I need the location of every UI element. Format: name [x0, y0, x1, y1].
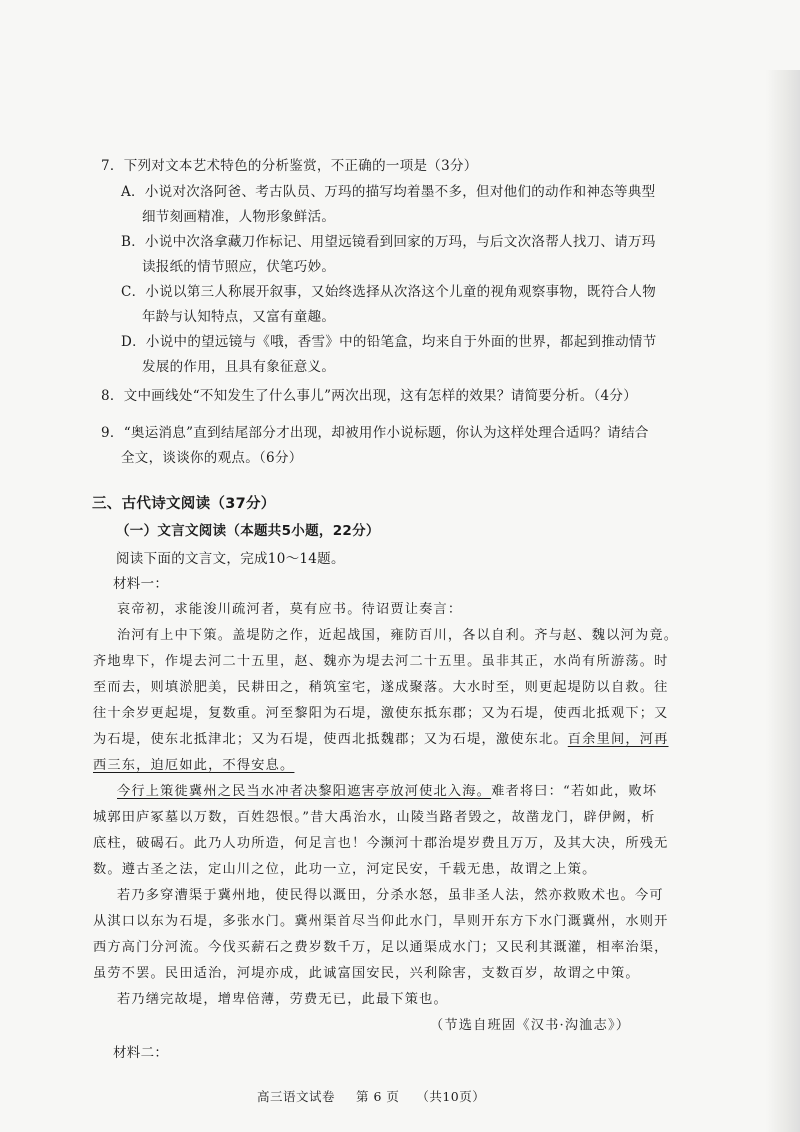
- question-7-option-a-cont: 细节刻画精准，人物形象鲜活。: [142, 209, 336, 225]
- passage-text: 为石堤，使东北抵津北；又为石堤，使西北抵魏郡；又为石堤，激使东北。: [93, 732, 568, 747]
- passage-line: 底柱，破碣石。此乃人功所造，何足言也！今濒河十郡治堤岁费且万万，及其大决，所残无: [93, 836, 669, 851]
- footer-exam-title: 高三语文试卷: [257, 1089, 336, 1104]
- passage-line: 虽劳不罢。民田适治，河堤亦成，此诚富国安民，兴利除害，支数百岁，故谓之中策。: [93, 966, 640, 981]
- question-7-option-b-cont: 读报纸的情节照应，伏笔巧妙。: [142, 259, 336, 275]
- passage-line: [117, 782, 657, 802]
- section-3-subtitle: （一）文言文阅读（本题共5小题，22分）: [116, 523, 380, 539]
- material-1-label: 材料一：: [113, 576, 169, 592]
- question-7-option-a: A．小说对次洛阿爸、考古队员、万玛的描写均着墨不多，但对他们的动作和神态等典型: [121, 184, 656, 200]
- question-9-cont: 全文，谈谈你的观点。（6分）: [121, 450, 303, 466]
- passage-line: 城郭田庐冢墓以万数，百姓怨恨。”昔大禹治水，山陵当路者毁之，故凿龙门，辟伊阙，析: [93, 810, 656, 825]
- passage-line: 若乃缮完故堤，增卑倍薄，劳费无已，此最下策也。: [117, 992, 448, 1007]
- passage-line: 哀帝初，求能浚川疏河者，莫有应书。待诏贾让奏言：: [117, 602, 463, 617]
- passage-line: 数。遵古圣之法，定山川之位，此功一立，河定民安，千载无患，故谓之上策。: [93, 862, 597, 877]
- passage-line: [93, 730, 669, 750]
- question-7-option-d-cont: 发展的作用，且具有象征意义。: [142, 359, 336, 375]
- passage-line: 往十余岁更起堤，复数重。河至黎阳为石堤，激使东抵东郡；又为石堤，使西北抵观下；又: [93, 706, 669, 721]
- passage-line: 至而去，则填淤肥美，民耕田之，稍筑室宅，遂成聚落。大水时至，则更起堤防以自救。往: [93, 680, 669, 695]
- question-8: 8．文中画线处“不知发生了什么事儿”两次出现，这有怎样的效果？请简要分析。（4分）: [101, 388, 638, 404]
- underlined-sentence-1-cont: 西三东，迫厄如此，不得安息。: [93, 758, 295, 773]
- section-3-title: 三、古代诗文阅读（37分）: [92, 496, 276, 512]
- passage-line: 齐地卑下，作堤去河二十五里，赵、魏亦为堤去河二十五里。虽非其正，水尚有所游荡。时: [93, 654, 669, 669]
- question-7-stem: 7．下列对文本艺术特色的分析鉴赏，不正确的一项是（3分）: [101, 158, 478, 174]
- passage-line: 治河有上中下策。盖堤防之作，近起战国，雍防百川，各以自利。齐与赵、魏以河为竟。: [117, 628, 679, 643]
- footer-page-number: 第 6 页: [355, 1089, 400, 1104]
- question-7-option-c-cont: 年龄与认知特点，又富有童趣。: [142, 309, 336, 325]
- reading-instruction: 阅读下面的文言文，完成10～14题。: [116, 551, 345, 567]
- question-9: 9．“奥运消息”直到结尾部分才出现，却被用作小说标题，你认为这样处理合适吗？请结合: [101, 425, 649, 441]
- passage-source: （节选自班固《汉书·沟洫志》）: [430, 1018, 631, 1033]
- underlined-sentence-1: 百余里间，河再: [567, 732, 669, 747]
- question-7-option-c: C．小说以第三人称展开叙事，又始终选择从次洛这个儿童的视角观察事物，既符合人物: [121, 284, 657, 300]
- passage-line: 西方高门分河流。今伐买薪石之费岁数千万，足以通渠成水门；又民利其溉灌，相率治渠，: [93, 940, 669, 955]
- question-7-option-d: D．小说中的望远镜与《哦，香雪》中的铅笔盒，均来自于外面的世界，都起到推动情节: [121, 334, 657, 350]
- page-footer: [257, 1087, 485, 1107]
- passage-line: 从淇口以东为石堤，多张水门。冀州渠首尽当仰此水门，旱则开东方下水门溉冀州，水则开: [93, 914, 669, 929]
- question-7-option-b: B．小说中次洛拿藏刀作标记、用望远镜看到回家的万玛，与后文次洛帮人找刀、请万玛: [121, 234, 656, 250]
- passage-line: 若乃多穿漕渠于冀州地，使民得以溉田，分杀水怒，虽非圣人法，然亦救败术也。今可: [117, 888, 664, 903]
- footer-page-total: （共10页）: [416, 1089, 486, 1104]
- material-2-label: 材料二：: [113, 1045, 169, 1061]
- underlined-sentence-2: 今行上策徙冀州之民当水冲者决黎阳遮害亭放河使北入海。: [117, 784, 492, 799]
- passage-text: 难者将曰：“若如此，败坏: [491, 784, 658, 799]
